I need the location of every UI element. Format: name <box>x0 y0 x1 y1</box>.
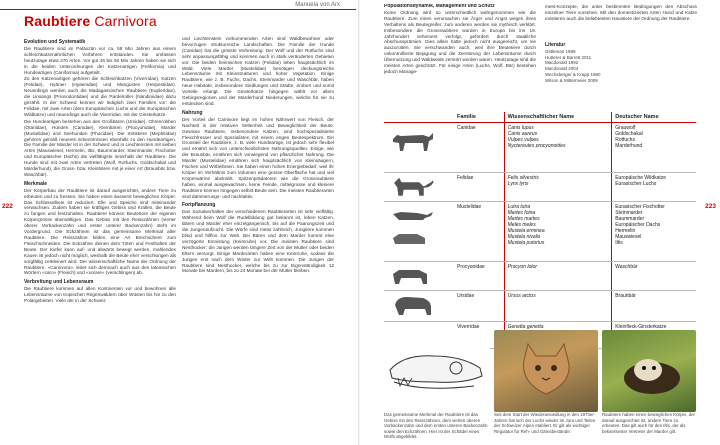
polecat-caption: Raubtiere haben einen beweglichen Körper, der darauf ausgerichtet ist, andere Tiere zu erbeuten. Das gilt auch für den Iltis, der als bekanntester Vertreter der Marder gilt. <box>602 412 696 434</box>
literature-box <box>545 43 665 84</box>
text-column-2 <box>182 36 334 441</box>
paragraph: Keine Ordnung wird so unterschiedlich wahrgenommen wie die Raubtiere. Zum einen verursachen sie Ärger und Angst wegen ihres Verhaltens als Beutegreifer, zum anderen werden sie mythisch verklärt. Insbesondere die Grossraubtiere wurden in Europa bis ins 19. Jahrhundert vehement verfolgt, gefördert durch staatliche Abschussprämien. Dies allein hatte jedoch nicht ausgereicht, um sie auszurotten. Sie verschwanden auch, weil ihre Beutetiere durch unkontrollierte Bejagung und die Zerstörung der Lebensräume durch Übernutzung und Waldweide zerstört worden waren. Heutzutage sind die meisten Arten geschützt. Für einige Arten (Luchs, Wolf, Bär) bestehen jedoch Manage- <box>384 9 536 74</box>
german-cell: Europäische Wildkatze Eurasischer Luchs <box>612 173 696 202</box>
header-family: Familie <box>454 112 504 123</box>
scientific-cell: Procyon lotor <box>504 262 612 291</box>
page-number-left: 222 <box>2 203 13 210</box>
author-label: Manuela von Arx <box>295 2 340 8</box>
paragraph: Die Raubtiere sind im Paläozän vor ca. 58 Mio Jahren aus einem schleichkatzenähnlichen Vorfahren entstanden. Sie umfassen heutzutage etwa 270 Arten. Vor gut 45 bis 50 Mio Jahren haben sie sich in die beiden Unterordnungen der Katzenartigen (Feliformia) und Hundeartigen (Caniformia) aufgeteilt. <box>24 45 176 75</box>
table-row <box>384 173 696 202</box>
text-column-3 <box>384 4 536 106</box>
polecat-photo <box>602 330 696 412</box>
scientific-cell: Genetta genetta <box>504 322 612 349</box>
literature-item: Wechsberger & Krapp 1990 <box>545 71 601 77</box>
table-row <box>384 262 696 291</box>
scientific-cell: Lutra lutra Martes foina Martes martes Meles meles Mustela erminea Mustela nivalis Mustela putorius <box>504 202 612 262</box>
literature-heading: Literatur <box>545 42 566 48</box>
family-cell: Canidae <box>454 123 504 173</box>
german-cell: Kleinfleck-Ginsterkatze <box>612 322 696 349</box>
page-title <box>24 13 157 29</box>
text-column-1 <box>24 36 176 441</box>
table-header <box>384 112 696 123</box>
table-row <box>384 123 696 173</box>
paragraph: Der Vorteil der Carnivore liegt im hohen Nährwert von Fleisch, der Nachteil in der relativen Seltenheit und Beweglichkeit der Beute. Gewisse Raubtiere, insbesondere Katzen, sind hochspezialisierte Fleischfresser und Spezialisten mit einem engen Beutespektrum. Ein Grossteil der Raubtiere, z. B. viele Hundeartige, ist jedoch sehr flexibel und ernährt sich von unterschiedlichsten Nahrungsquellen. Einige, wie der Braunbär, ernähren sich vorwiegend von pflanzlicher Nahrung. Die Marder (Mustelidae) ernähren sich hauptsächlich von Kleinsäugern, Fischen und Wirbellosen. Sie haben einen hohen Energiebedarf, weil ihr Körper im Verhältnis zum Volumen eine grosse Oberfläche hat und viel Körperwärme abstrahlt. Spitzenprädatoren wie die Grossraubtiere haben, einmal ausgewachsen, keine Feinde, mittelgrosse und kleinere Raubtiere können hingegen selbst Beute sein. Die meisten Raubtierarten sind dämmerungs- und nachtaktiv. <box>182 116 334 199</box>
literature-item: Hutterer & Barrett 2011 <box>545 54 592 60</box>
paragraph: Die Hundeartigen bestehen aus den Großbären (Ursidae), Ohrenrobben (Otariidae), Hunden (Canidae), Kleinbären (Procyonidae), Marder (Mustelidae) und Seehunden (Phocidae). Die Stinktiere (Mephitidae) gehören gemäß neueren Erkenntnissen ebenfalls zu den Hundeartigen. Die Familie der Marder ist in der Schweiz und in Liechtenstein mit sieben Arten (Mauswiesel, Hermelin, Iltis, Baummarder, Steinmarder, Fischotter und Europäischer Dachs) die vielfältigste innerhalb der Raubtiere. Die Hunde sind mit zwei Arten vertreten (Wolf, Rotfuchs, Goldschakal und Marderhund), die Gross- bzw. Kleinbären mit je einer Art (Braunbär bzw. Waschbär). <box>24 118 176 177</box>
german-cell: Braunbär <box>612 291 696 322</box>
cat-silhouette-icon <box>384 173 454 202</box>
lynx-caption: Seit dem Start der Wiederansiedlung in den 1970er-Jahren hat sich der Luchs wieder im Jura und Teilen der Schweizer Alpen etabliert. Er gilt als wichtiger Regulator für Reh- und Gämsbestände. <box>494 412 596 434</box>
marten-silhouette-icon <box>384 202 454 262</box>
paragraph: ment-Konzepte, die unter bestimmten Bedingungen den Abschuss einzelner Tiere vorsehen. Mit den domestizierten Arten Hund und Katze existieren auch die beliebtesten Haustiere der Ordnung der Raubtiere. <box>545 4 697 21</box>
heading-merkmale: Merkmale <box>24 180 48 187</box>
header-german: Deutscher Name <box>612 112 696 123</box>
wolf-skull-image <box>384 330 490 412</box>
page-number-right: 223 <box>705 203 716 210</box>
scientific-cell: Canis lupus Canis aureus Vulpes vulpes Nyctereutes procyonoides <box>504 123 612 173</box>
title-main: Raubtiere <box>24 13 91 29</box>
header-scientific: Wissenschaftlicher Name <box>504 112 612 123</box>
literature-item: Wilson & Mittermeier 2009 <box>545 77 598 83</box>
paragraph: Der Körperbau der Raubtiere ist darauf ausgerichtet, andere Tiere zu erbeuten und zu fressen. Sie haben einen äusserst beweglichen Körper. Das Schlüsselbein ist reduziert. Elle und Speiche sind miteinander verwachsen. Zudem haben sie kräftiges Gebiss und Krallen, die Beute zu fangen und festzuhalten. Raubtiere können Beutetiere der eigenen Körpergrösse überwältigen. Das Gebiss mit den Reisszähnen (vierter oberer Vorbackenzahn und erster unterer Backenzahn) steht im Vordergrund. Die Eckzähnen ist das gemeinsame Merkmal aller Raubtiere. Die Reisszähne bilden eine Art Brechschere zum Fleischschneiden. Die Eckzähne dienen dem Töten und Festhalten der Beute. Der Kiefer kann auf- und abwärts bewegt werden, mahlendes Kauen ist jedoch nicht möglich, weshalb die Beute eher verschlungen als sorgfältig zerkleinert wird. Der wissenschaftliche Name der Ordnung der Raubtiere, «Carnivora», leitet sich demnach auch aus den lateinischen Wörtern «caro» (Fleisch) und «vorare» (verschlingen) ab. <box>24 187 176 276</box>
literature-item: Gittleman 1989 <box>545 48 576 54</box>
heading-population: Populationsdynamik, Management und Schutz <box>384 4 495 9</box>
lynx-photo <box>494 330 598 412</box>
raccoon-silhouette-icon <box>384 262 454 291</box>
paragraph: Die Raubtiere kommen auf allen Kontinenten vor und bewohnen alle Lebensräume von tropischen Regenwäldern über Wüsten bis hin zu den Polargebieten. Viele der in der Schweiz <box>24 286 176 304</box>
skull-caption: Das gemeinsame Merkmal der Raubtiere ist das Gebiss mit den Reisszähnen, dem vierten oberen Vorbackenzahn und dem ersten unteren Backenzahn sowie den Eckzähnen. Hier ist der Schädel eines Wolfs abgebildet. <box>384 412 488 440</box>
german-cell: Grauwolf Goldschakal Rotfuchs Marderhund <box>612 123 696 173</box>
family-cell: Procyonidae <box>454 262 504 291</box>
top-rule <box>0 9 356 10</box>
scientific-cell: Felis silvestris Lynx lynx <box>504 173 612 202</box>
family-cell: Mustelidae <box>454 202 504 262</box>
wolf-silhouette-icon <box>384 123 454 173</box>
paragraph: Zu den Katzenartigen gehören die Schleichkatzen (Viverridae), Katzen (Felidae), Hyänen (Hyaenidae) und Mangusten (Herpestidae). Neuerdings werden auch die Madagassischen Raubtiere (Eupleridae), die Linsangs (Prionodontidae) und die Pardelroller (Nandiniidae) dazu gezählt. In der Schweiz kennen wir lediglich zwei Familien vor: die Felidae, mit zwei Arten (dem Europäischen Luchs und der Europäischen Wildkatze) und neuerdings auch die Viverridae, mit der Ginsterkatze. <box>24 76 176 117</box>
text-column-4 <box>545 4 697 42</box>
heading-evolution: Evolution und Systematik <box>24 39 86 45</box>
bear-silhouette-icon <box>384 291 454 322</box>
german-cell: Waschbär <box>612 262 696 291</box>
silhouette-header <box>384 112 454 123</box>
title-sub: Carnivora <box>94 13 157 29</box>
scientific-cell: Ursus arctos <box>504 291 612 322</box>
heading-fortpflanzung: Fortpflanzung <box>182 202 216 209</box>
table-row <box>384 202 696 262</box>
family-cell: Felidae <box>454 173 504 202</box>
german-cell: Eurasischer Fischotter Steinmarder Baummarder Europäischer Dachs Hermelin Mauswiesel Iltis <box>612 202 696 262</box>
heading-nahrung: Nahrung <box>182 109 203 116</box>
paragraph: und Liechtenstein vorkommenden Arten sind Waldbewohner oder bevorzugen strukturreiche Landschaften. Die Familie der Hunde (Canidae) hat die grösste Verbreitung: Der Wolf und der Rotfuchs sind sehr anpassungsfähig und kommen auch in stark veränderten Gebieten vor. Die beiden heimischen Katzen (Felidae) leben hauptsächlich im Wald. Viele Marder (Mustelidae) benötigen deckungsreiche Lebensräume mit Kleinstrukturen und hoher Vegetation. Einige Raubtiere, wie z. B. Fuchs, Dachs, Steinmarder und Waschbär, haben neue Habitate, insbesondere Siedlungen und Städte, erobert und somit Vorteile erlangt. Die Ginsterkatze hingegen wählt vor allem Gebirgsregionen und der Marderhund Niederungen, welche für sie zu entdecken sind. <box>182 36 334 106</box>
literature-item: Macdonald 2004 <box>545 66 579 72</box>
family-cell: Ursidae <box>454 291 504 322</box>
paragraph: Das Sozialverhalten der verschiedenen Raubtierarten ist sehr vielfältig. Während beim Wolf die Rudelbildung gut bekannt ist, leben Katzen, Bären und Marder eher einzelgängerisch, bis auf die Paarungszeit und die Jungenaufzucht. Die Würfe sind meist zahlreich, Jungtiere kommen blind und hilflos zur Welt. Bei Bären und dem Marder kommt eine verzögerte Einnistung (Keimruhe) vor. Die meisten Raubtiere sind Nesthocker; die Jungen werden längere Zeit von der Mutter oder beiden Eltern versorgt. Einige Marderarten haben eine Keimruhe, sodass die Jungen erst nach dem Winter zur Welt kommen. Die Jungen der Raubtiere sind Nesthocker, welche bis zu zur Eigenständigkeit 12 Monate bei Mardern, bis zu 24 Monate bei der Mutter bleiben. <box>182 209 334 274</box>
species-table <box>384 112 696 349</box>
literature-item: Macdonald 1992 <box>545 60 579 66</box>
family-cell: Viverridae <box>454 322 504 349</box>
heading-verbreitung: Verbreitung und Lebensraum <box>24 279 94 286</box>
table-row <box>384 291 696 322</box>
